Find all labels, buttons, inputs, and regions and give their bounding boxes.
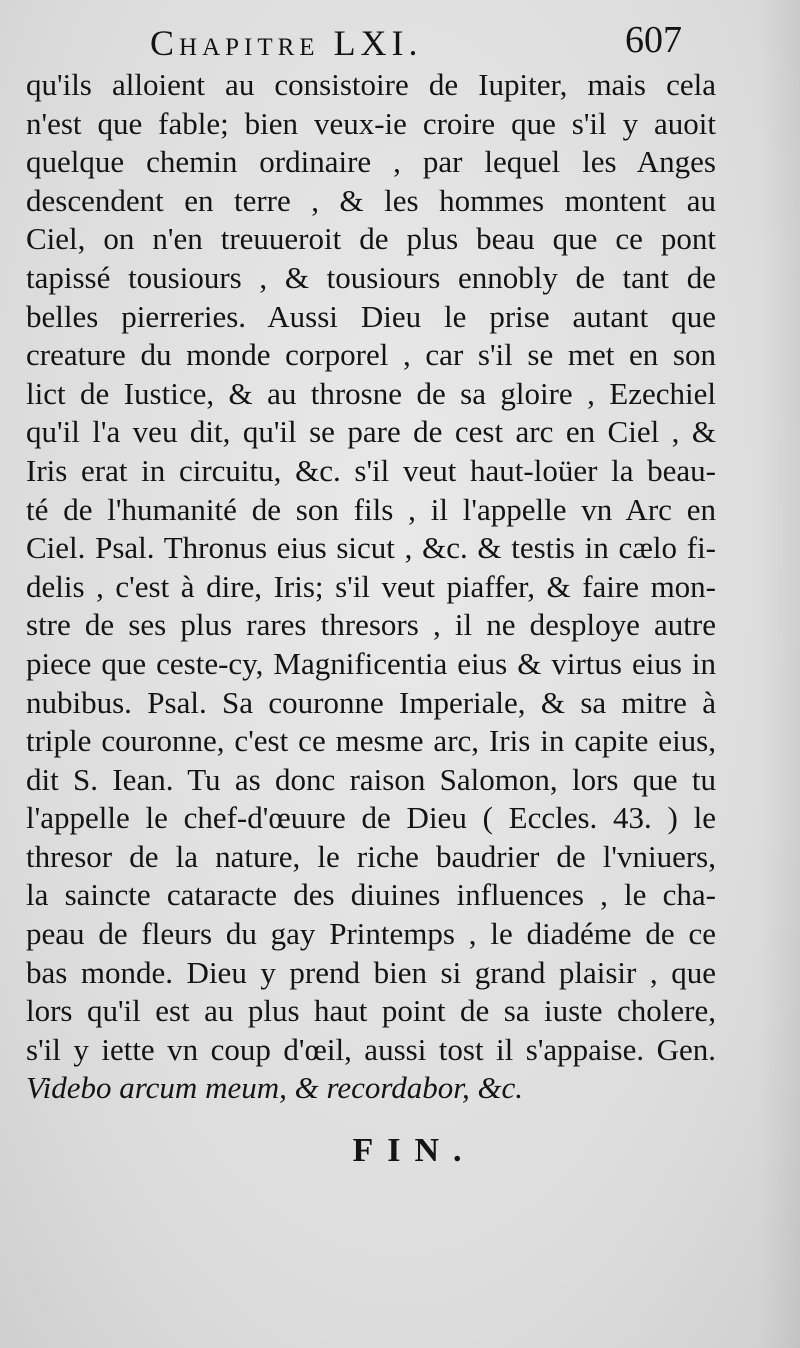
text-line: dit S. Iean. Tu as donc raison Salomon, lors que tu: [26, 761, 716, 797]
text-line: l'appelle le chef-d'œuure de Dieu ( Eccles. 43. ) le: [26, 800, 716, 836]
text-line-last: Videbo arcum meum, & recordabor, &c.: [26, 1070, 524, 1106]
text-line: triple couronne, c'est ce mesme arc, Iris in capite eius,: [26, 723, 716, 759]
body-text: [26, 66, 716, 1108]
text-line: s'il y iette vn coup d'œil, aussi tost il s'appaise. Gen.: [26, 1031, 716, 1067]
text-line: delis , c'est à dire, Iris; s'il veut piaffer, & faire mon-: [26, 568, 716, 604]
text-line: qu'il l'a veu dit, qu'il se pare de cest arc en Ciel , &: [26, 414, 716, 450]
page-number: 607: [625, 19, 682, 61]
text-line: tapissé tousiours , & tousiours ennobly de tant de: [26, 259, 716, 295]
text-line: peau de fleurs du gay Printemps , le diadéme de ce: [26, 916, 716, 952]
text-line: Iris erat in circuitu, &c. s'il veut haut-loüer la beau-: [26, 452, 716, 488]
running-head: Chapitre LXI.: [150, 23, 423, 63]
text-line: quelque chemin ordinaire , par lequel les Anges: [26, 144, 716, 180]
text-line: piece que ceste-cy, Magnificentia eius & virtus eius in: [26, 645, 716, 681]
text-line: Ciel, on n'en treuueroit de plus beau que ce pont: [26, 221, 716, 257]
text-line: Ciel. Psal. Thronus eius sicut , &c. & testis in cælo fi-: [26, 530, 716, 566]
text-line: descendent en terre , & les hommes montent au: [26, 182, 716, 218]
text-line: bas monde. Dieu y prend bien si grand plaisir , que: [26, 954, 716, 990]
text-line: thresor de la nature, le riche baudrier de l'vniuers,: [26, 838, 716, 874]
page-header: [0, 19, 800, 70]
text-line: stre de ses plus rares thresors , il ne desploye autre: [26, 607, 716, 643]
text-line: n'est que fable; bien veux-ie croire que s'il y auoit: [26, 105, 716, 141]
text-line: lors qu'il est au plus haut point de sa iuste cholere,: [26, 993, 716, 1029]
text-line: té de l'humanité de son fils , il l'appelle vn Arc en: [26, 491, 716, 527]
text-line: la saincte cataracte des diuines influences , le cha-: [26, 877, 716, 913]
text-line: nubibus. Psal. Sa couronne Imperiale, & sa mitre à: [26, 684, 716, 720]
text-line: creature du monde corporel , car s'il se met en son: [26, 337, 716, 373]
closing-fin: FIN.: [352, 1132, 476, 1169]
text-line: qu'ils alloient au consistoire de Iupiter, mais cela: [26, 67, 716, 102]
text-line: lict de Iustice, & au throsne de sa gloire , Ezechiel: [26, 375, 716, 411]
text-line: belles pierreries. Aussi Dieu le prise autant que: [26, 298, 716, 334]
